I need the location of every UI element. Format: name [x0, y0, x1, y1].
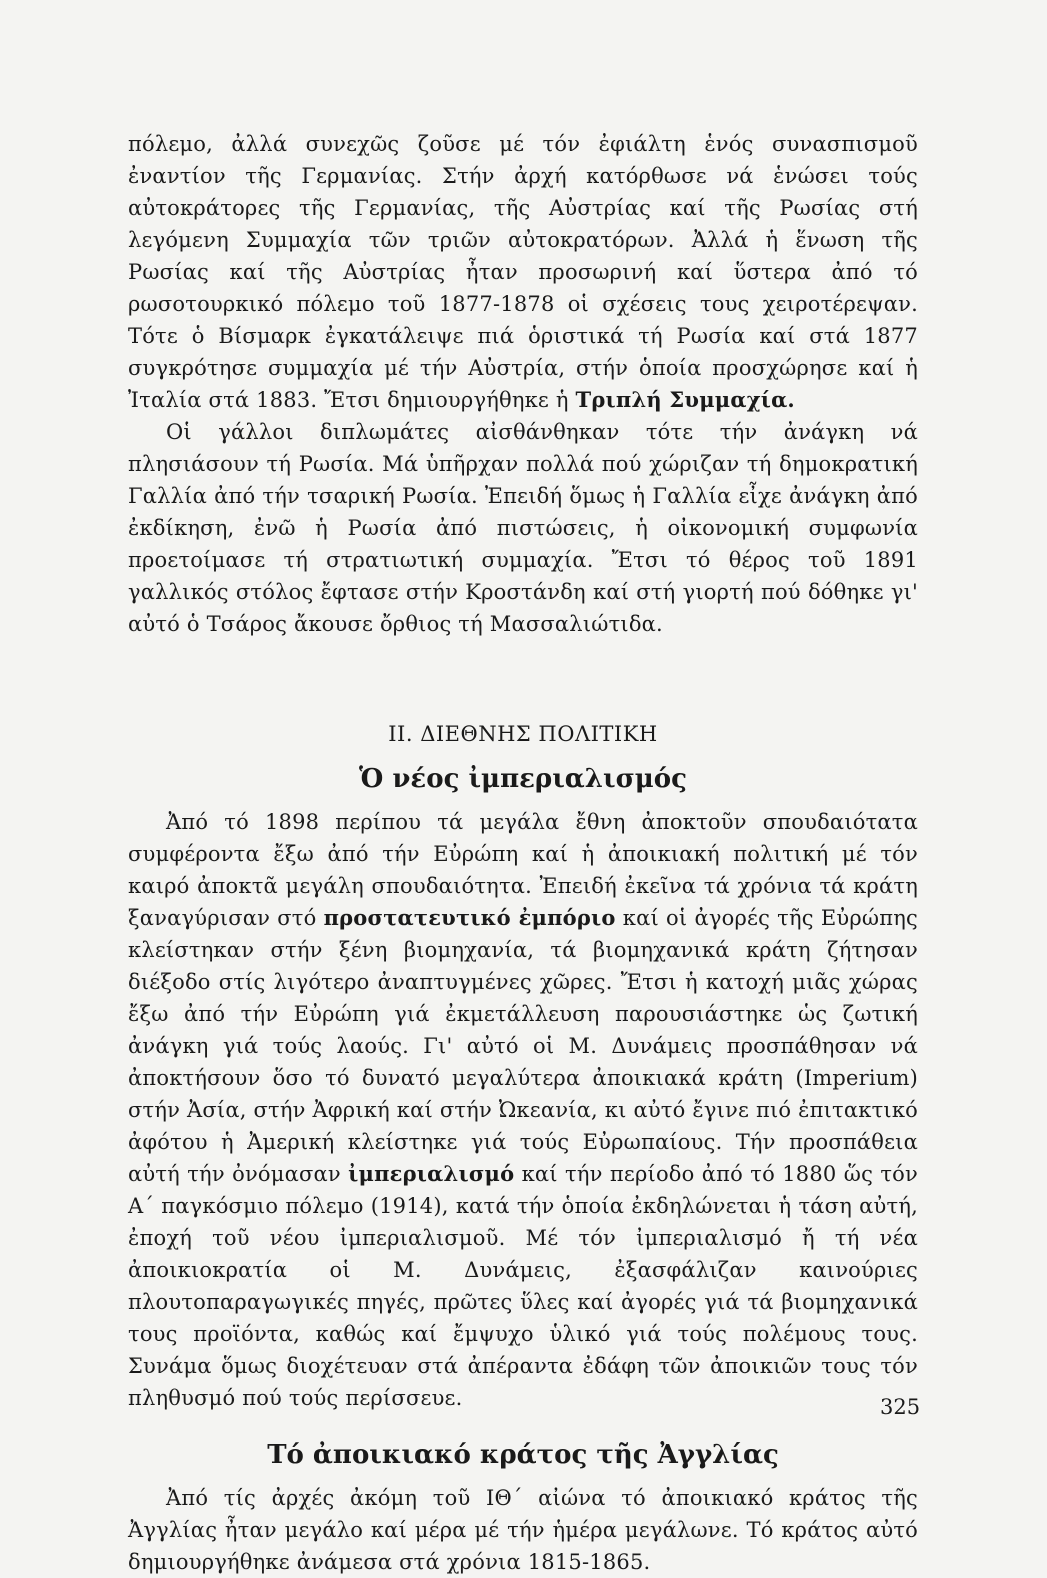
paragraph-bismarck: πόλεμο, ἀλλά συνεχῶς ζοῦσε μέ τόν ἐφιάλτη ἑνός συνασπισμοῦ ἐναντίον τῆς Γερμανίας. Στήν ἀρχή κατόρθωσε νά ἑνώσει τούς αὐτοκράτορες τῆς Γερμανίας, τῆς Αὐστρίας καί τῆς Ρωσίας στή λεγόμενη Συμμαχία τῶν τριῶν αὐτοκρατόρων. Ἀλλά ἡ ἕνωση τῆς Ρωσίας καί τῆς Αὐστρίας ἦταν προσωρινή καί ὕστερα ἀπό τό ρωσοτουρκικό πόλεμο τοῦ 1877-1878 οἱ σχέσεις τους χειροτέρεψαν. Τότε ὁ Βίσμαρκ ἐγκατάλειψε πιά ὁριστικά τή Ρωσία καί στά 1877 συγκρότησε συμμαχία μέ τήν Αὐστρία, στήν ὁποία προσχώρησε καί ἡ Ἰταλία στά 1883. Ἔτσι δημιουργήθηκε ἡ Τριπλή Συμμαχία. — [128, 132, 918, 412]
title-english-colonial-state: Τό ἀποικιακό κράτος τῆς Ἀγγλίας — [267, 1440, 779, 1470]
paragraph-imperialism: Ἀπό τό 1898 περίπου τά μεγάλα ἔθνη ἀποκτοῦν σπουδαιότατα συμφέροντα ἔξω ἀπό τήν Εὐρώπη καί ἡ ἀποικιακή πολιτική μέ τόν καιρό ἀποκτᾶ μεγάλη σπουδαιότητα. Ἐπειδή ἐκεῖνα τά χρόνια τά κράτη ξαναγύρισαν στό προστατευτικό ἐμπόριο καί οἱ ἀγορές τῆς Εὐρώπης κλείστηκαν στήν ξένη βιομηχανία, τά βιομηχανικά κράτη ζήτησαν διέξοδο στίς λιγότερο ἀναπτυγμένες χῶρες. Ἔτσι ἡ κατοχή μιᾶς χώρας ἔξω ἀπό τήν Εὐρώπη γιά ἐκμετάλλευση παρουσιάστηκε ὡς ζωτική ἀνάγκη γιά τούς λαούς. Γι' αὐτό οἱ Μ. Δυνάμεις προσπάθησαν νά ἀποκτήσουν ὅσο τό δυνατό μεγαλύτερα ἀποικιακά κράτη (Imperium) στήν Ἀσία, στήν Ἀφρική καί στήν Ὠκεανία, κι αὐτό ἔγινε πιό ἐπιτακτικό ἀφότου ἡ Ἀμερική κλείστηκε γιά τούς Εὐρωπαίους. Τήν προσπάθεια αὐτή τήν ὀνόμασαν ἰμπεριαλισμό καί τήν περίοδο ἀπό τό 1880 ὥς τόν Α΄ παγκόσμιο πόλεμο (1914), κατά τήν ὁποία ἐκδηλώνεται ἡ τάση αὐτή, ἐποχή τοῦ νέου ἰμπεριαλισμοῦ. Μέ τόν ἰμπεριαλισμό ἤ τή νέα ἀποικιοκρατία οἱ Μ. Δυνάμεις, ἐξασφάλιζαν καινούριες πλουτοπαραγωγικές πηγές, πρῶτες ὕλες καί ἀγορές γιά τά βιομηχανικά τους προϊόντα, καθώς καί ἔμψυχο ὑλικό γιά τούς πολέμους τους. Συνάμα ὅμως διοχέτευαν στά ἀπέραντα ἐδάφη τῶν ἀποικιῶν τους τόν πληθυσμό πού τούς περίσσευε. — [128, 810, 918, 1410]
term-protectionist-trade: προστατευτικό ἐμπόριο — [323, 905, 616, 930]
term-imperialism: ἰμπεριαλισμό — [348, 1161, 515, 1186]
paragraph-french-russian: Οἱ γάλλοι διπλωμάτες αἰσθάνθηκαν τότε τήν ἀνάγκη νά πλησιάσουν τή Ρωσία. Μά ὑπῆρχαν πολλά πού χώριζαν τή δημοκρατική Γαλλία ἀπό τήν τσαρική Ρωσία. Ἐπειδή ὅμως ἡ Γαλλία εἶχε ἀνάγκη ἀπό ἐκδίκηση, ἐνῶ ἡ Ρωσία ἀπό πιστώσεις, ἡ οἰκονομική συμφωνία προετοίμασε τή στρατιωτική συμμαχία. Ἔτσι τό θέρος τοῦ 1891 γαλλικός στόλος ἔφτασε στήν Κροστάνδη καί στή γιορτή πού δόθηκε γι' αὐτό ὁ Τσάρος ἄκουσε ὄρθιος τή Μασσαλιώτιδα. — [128, 420, 918, 636]
page-number: 325 — [880, 1395, 921, 1419]
term-triple-alliance: Τριπλή Συμμαχία. — [575, 387, 795, 412]
page-body — [128, 128, 921, 1578]
title-new-imperialism: Ὁ νέος ἰμπεριαλισμός — [359, 764, 687, 794]
section-heading: ΙΙ. ΔΙΕΘΝΗΣ ΠΟΛΙΤΙΚΗ — [388, 722, 658, 746]
paragraph-england: Ἀπό τίς ἀρχές ἀκόμη τοῦ ΙΘ΄ αἰώνα τό ἀποικιακό κράτος τῆς Ἀγγλίας ἦταν μεγάλο καί μέρα μέ τήν ἡμέρα μεγάλωνε. Τό κράτος αὐτό δημιουργήθηκε ἀνάμεσα στά χρόνια 1815-1865. — [128, 1486, 918, 1574]
